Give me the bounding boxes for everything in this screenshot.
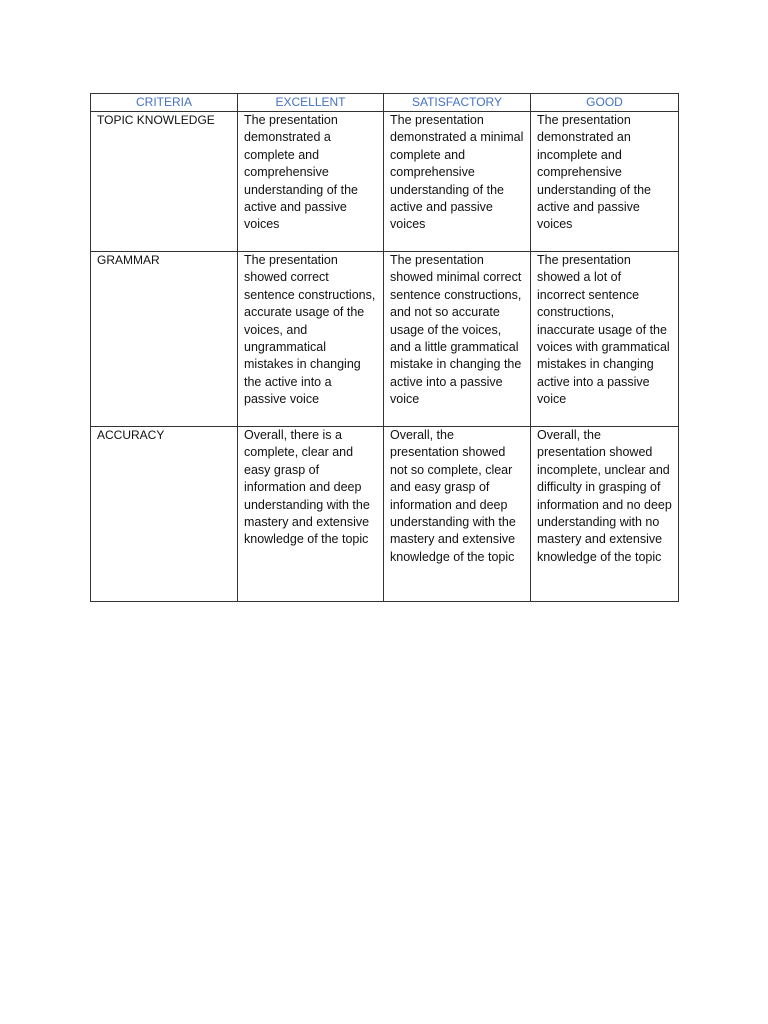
header-satisfactory: [384, 94, 531, 112]
excellent-cell: Overall, there is a complete, clear and easy grasp of information and deep understanding with the mastery and extensive knowledge of the topic: [238, 427, 384, 602]
satisfactory-cell: The presentation showed minimal correct sentence constructions, and not so accurate usage of the voices, and a little grammatical mistake in changing the active into a passive voice: [384, 252, 531, 427]
good-cell: The presentation showed a lot of incorrect sentence constructions, inaccurate usage of the voices with grammatical mistakes in changing active into a passive voice: [531, 252, 679, 427]
excellent-cell: The presentation showed correct sentence constructions, accurate usage of the voices, and ungrammatical mistakes in changing the active into a passive voice: [238, 252, 384, 427]
header-excellent: [238, 94, 384, 112]
satisfactory-cell: Overall, the presentation showed not so complete, clear and easy grasp of information and deep understanding with the mastery and extensive knowledge of the topic: [384, 427, 531, 602]
rubric-table: [90, 93, 679, 602]
table-row: [91, 252, 679, 427]
criterion-cell: ACCURACY: [91, 427, 238, 602]
table-row: [91, 427, 679, 602]
header-satisfactory-label: SATISFACTORY: [411, 95, 503, 109]
excellent-cell: The presentation demonstrated a complete and comprehensive understanding of the active and passive voices: [238, 112, 384, 252]
header-criteria-label: CRITERIA: [135, 95, 192, 109]
table-header-row: [91, 94, 679, 112]
header-excellent-label: EXCELLENT: [275, 95, 346, 109]
header-criteria: [91, 94, 238, 112]
criterion-cell: GRAMMAR: [91, 252, 238, 427]
table-row: [91, 112, 679, 252]
header-good-label: GOOD: [586, 95, 623, 109]
good-cell: The presentation demonstrated an incomplete and comprehensive understanding of the active and passive voices: [531, 112, 679, 252]
good-cell: Overall, the presentation showed incomplete, unclear and difficulty in grasping of information and no deep understanding with no mastery and extensive knowledge of the topic: [531, 427, 679, 602]
header-good: [531, 94, 679, 112]
criterion-cell: TOPIC KNOWLEDGE: [91, 112, 238, 252]
satisfactory-cell: The presentation demonstrated a minimal complete and comprehensive understanding of the active and passive voices: [384, 112, 531, 252]
